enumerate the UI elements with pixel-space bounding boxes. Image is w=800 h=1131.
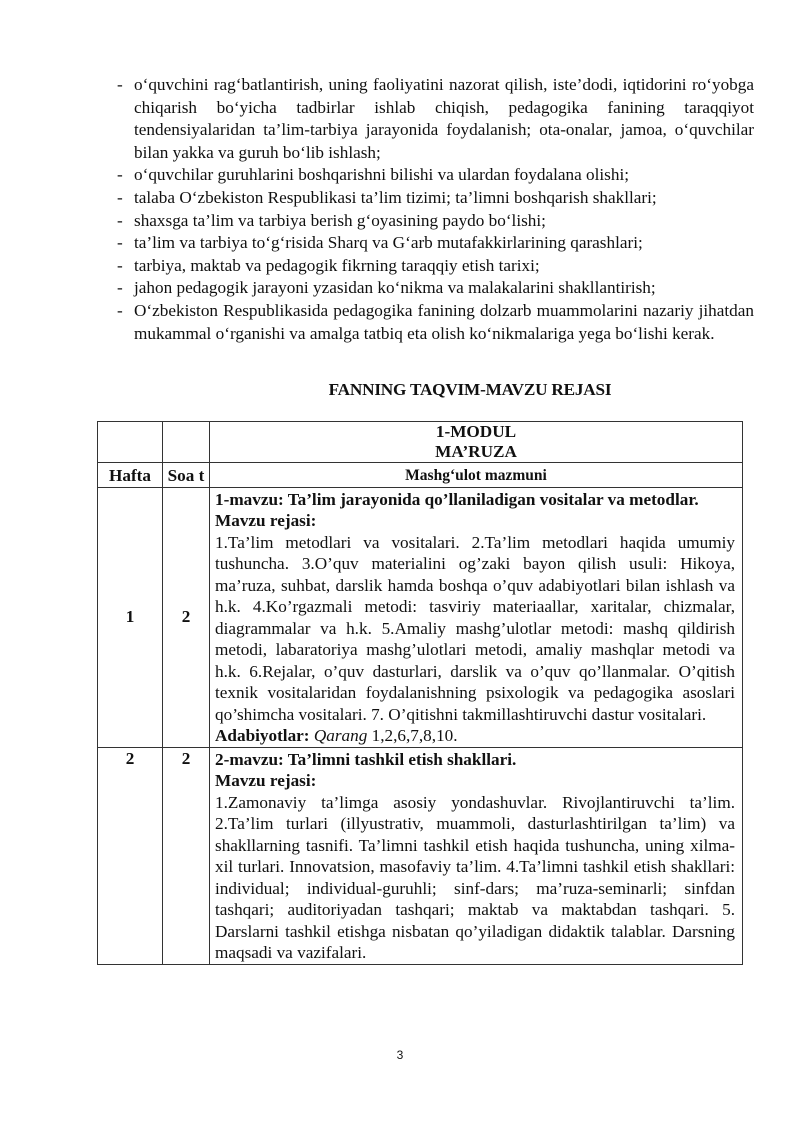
list-item: - shaxsga ta’lim va tarbiya berish g‘oyasining paydo bo‘lishi;	[117, 210, 546, 230]
topic-title: 2-mavzu: Ta’limni tashkil etish shakllari.	[215, 749, 517, 769]
list-item: - tarbiya, maktab va pedagogik fikrning taraqqiy etish tarixi;	[117, 255, 540, 275]
module-header	[210, 422, 743, 463]
list-item: - ta’lim va tarbiya to‘g‘risida Sharq va G‘arb mutafakkirlarining qarashlari;	[117, 233, 643, 253]
plan-text: 1.Zamonaviy ta’limga asosiy yondashuvlar. Rivojlantiruvchi ta’lim. 2.Ta’lim turlari (illyustrativ, muammoli, dasturlashtirilgan ta’lim) va shakllarning tasnifi. Ta’limni tashkil etish haqida tushuncha, uning xilma-xil turlari. Innovatsion, masofaviy ta’lim. 4.Ta’limni tashkil etish shakllari: individual; individual-guruhli; sinf-dars; ma’ruza-seminarli; sinfdan tashqari; auditoriyadan tashqari; maktab va maktabdan tashqari. 5. Darslarni tashkil etishga nisbatan qo’yiladigan didaktik talablar. Darsning maqsadi va vazifalari.	[215, 792, 735, 962]
hours-cell: 2	[163, 487, 210, 747]
column-content: Mashg‘ulot mazmuni	[210, 463, 743, 488]
hours-cell: 2	[163, 747, 210, 964]
list-item: - O‘zbekiston Respublikasida pedagogika fanining dolzarb muammolarini nazariy jihatdan mukammal o‘rganishi va amalga tatbiq eta olish ko‘nikmalariga yega bo‘lishi kerak.	[117, 300, 754, 343]
literature-label: Adabiyotlar:	[215, 726, 310, 745]
list-item: - jahon pedagogik jarayoni yzasidan ko‘nikma va malakalarini shakllantirish;	[117, 278, 656, 298]
literature-line	[215, 725, 735, 747]
objectives-list	[117, 74, 754, 345]
literature-ref: Qarang	[313, 726, 368, 745]
literature-list: 1,2,6,7,8,10.	[371, 726, 458, 745]
content-cell	[210, 487, 743, 747]
plan-label: Mavzu rejasi:	[215, 771, 317, 790]
week-cell: 2	[98, 747, 163, 964]
column-week: Hafta	[98, 463, 163, 488]
content-cell	[210, 747, 743, 964]
column-header-row	[98, 463, 743, 488]
module-header-row	[98, 422, 743, 463]
plan-text: 1.Ta’lim metodlari va vositalari. 2.Ta’lim metodlari haqida umumiy tushuncha. 3.O’quv materialini og’zaki bayon qilish usuli: Hikoya, ma’ruza, suhbat, darslik hamda boshqa o’quv adabiyotlari bilan ishlash va h.k. 4.Ko’rgazmali metodi: tasviriy materiaallar, xaritalar, chizmalar, diagrammalar va h.k. 5.Amaliy mashg’ulotlar metodi: mashq qildirish metodi, labaratoriya mashg’ulotlari metodi, amaliy mashqlar metodi va h.k. 6.Rejalar, o’quv dasturlari, darslik va o’quv qo’llanmalar. O’qitish texnik vositalaridan foydalanishning psixologik va pedagogika asoslari qo’shimcha vositalari. 7. O’qitishni takmillashtiruvchi dastur vositalari.	[215, 532, 735, 724]
section-title: FANNING TAQVIM-MAVZU REJASI	[328, 380, 612, 399]
module-title: 1-MODUL	[435, 422, 517, 441]
topic-title: 1-mavzu: Ta’lim jarayonida qo’llaniladigan vositalar va metodlar.	[215, 489, 699, 509]
list-item: - o‘quvchini rag‘batlantirish, uning faoliyatini nazorat qilish, iste’dodi, iqtidorini ro‘yobga chiqarish bo‘yicha tadbirlar ishlab chiqish, pedagogika fanining taraqqiyot tendensiyalaridan ta’lim-tarbiya jarayonida foydalanish; ota-onalar, jamoa, o‘quvchilar bilan yakka va guruh bo‘lib ishlash;	[117, 75, 754, 162]
lecture-type: MA’RUZA	[435, 442, 517, 461]
page-number: 3	[396, 1048, 404, 1062]
column-hours: Soa t	[163, 463, 210, 488]
calendar-plan-table	[97, 421, 743, 965]
list-item: - o‘quvchilar guruhlarini boshqarishni bilishi va ulardan foydalana olishi;	[117, 165, 629, 185]
plan-label: Mavzu rejasi:	[215, 511, 317, 530]
table-row	[98, 487, 743, 747]
list-item: - talaba O‘zbekiston Respublikasi ta’lim tizimi; ta’limni boshqarish shakllari;	[117, 187, 657, 207]
table-row	[98, 747, 743, 964]
week-cell: 1	[98, 487, 163, 747]
